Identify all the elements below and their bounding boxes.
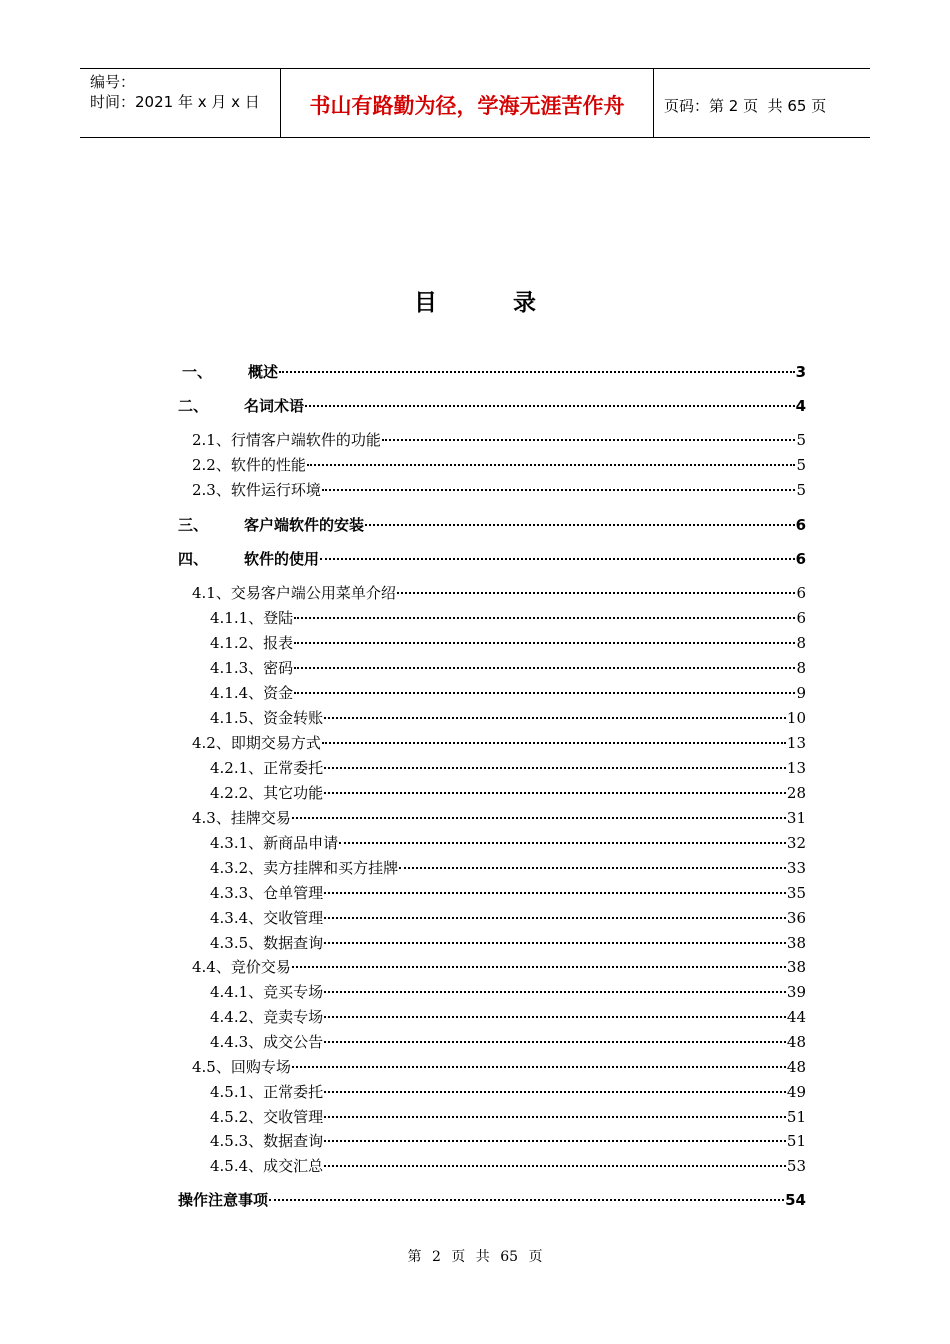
- toc-entry-4-5-1[interactable]: [210, 1081, 806, 1103]
- toc-entry-text: 4.1.3、密码: [210, 659, 294, 677]
- toc-entry-page: 35: [786, 884, 806, 902]
- toc-entry-4-4-2[interactable]: [210, 1006, 806, 1028]
- toc-leader-dots: [294, 667, 795, 669]
- toc-entry-page: 48: [786, 1033, 806, 1051]
- page-header: [80, 68, 870, 138]
- toc-entry-page: 48: [786, 1058, 806, 1076]
- toc-entry-4-1-4[interactable]: [210, 682, 806, 704]
- toc-entry-4-3-2[interactable]: [210, 857, 806, 879]
- toc-leader-dots: [365, 524, 795, 526]
- toc-leader-dots: [397, 592, 796, 594]
- toc-leader-dots: [324, 792, 786, 794]
- toc-entry-text: 操作注意事项: [178, 1191, 269, 1209]
- toc-entry-page: 10: [786, 709, 806, 727]
- toc-entry-page: 54: [785, 1191, 806, 1209]
- toc-entry-page: 49: [786, 1083, 806, 1101]
- toc-title: [0, 284, 950, 317]
- toc-entry-text: 4.4.1、竞买专场: [210, 983, 324, 1001]
- toc-leader-dots: [322, 742, 786, 744]
- toc-entry-page: 5: [796, 431, 806, 449]
- toc-leader-dots: [320, 558, 795, 560]
- toc-entry-text: 2.2、软件的性能: [192, 456, 306, 474]
- toc-entry-text: 4.2.1、正常委托: [210, 759, 324, 777]
- toc-entry-page: 28: [786, 784, 806, 802]
- toc-entry-text: 4.5.4、成交汇总: [210, 1157, 324, 1175]
- toc-entry-install[interactable]: [178, 514, 806, 536]
- toc-leader-dots: [339, 842, 786, 844]
- toc-entry-text: 4.3.3、仓单管理: [210, 884, 324, 902]
- toc-entry-text: 4.3、挂牌交易: [192, 809, 291, 827]
- toc-leader-dots: [324, 1165, 786, 1167]
- toc-leader-dots: [269, 1199, 784, 1201]
- toc-entry-4-3-3[interactable]: [210, 882, 806, 904]
- toc-entry-page: 39: [786, 983, 806, 1001]
- toc-entry-text: 4.2、即期交易方式: [192, 734, 321, 752]
- toc-leader-dots: [324, 1091, 786, 1093]
- toc-entry-overview[interactable]: [182, 361, 806, 383]
- toc-entry-4-4-1[interactable]: [210, 981, 806, 1003]
- toc-entry-text: 4.4.3、成交公告: [210, 1033, 324, 1051]
- toc-entry-4-5-3[interactable]: [210, 1130, 806, 1152]
- toc-entry-4-5-2[interactable]: [210, 1106, 806, 1128]
- toc-entry-page: 51: [786, 1108, 806, 1126]
- toc-entry-page: 38: [786, 958, 806, 976]
- toc-entry-terms[interactable]: [178, 395, 806, 417]
- toc-entry-number: 四、: [178, 550, 209, 568]
- toc-entry-4-3-5[interactable]: [210, 932, 806, 954]
- header-page-info: [654, 69, 870, 137]
- toc-entry-number: 一、: [182, 363, 213, 381]
- toc-entry-4-4-3[interactable]: [210, 1031, 806, 1053]
- toc-entry-text: 名词术语: [244, 397, 305, 415]
- toc-entry-page: 44: [786, 1008, 806, 1026]
- toc-leader-dots: [305, 405, 795, 407]
- toc-leader-dots: [292, 1066, 786, 1068]
- toc-leader-dots: [399, 867, 786, 869]
- toc-entry-usage[interactable]: [178, 548, 806, 570]
- toc-entry-page: 53: [786, 1157, 806, 1175]
- toc-entry-number: 三、: [178, 516, 209, 534]
- toc-leader-dots: [294, 692, 795, 694]
- toc-entry-text: 4.2.2、其它功能: [210, 784, 324, 802]
- toc-entry-text: 4.1、交易客户端公用菜单介绍: [192, 584, 396, 602]
- toc-entry-page: 6: [795, 550, 806, 568]
- toc-entry-text: 2.1、行情客户端软件的功能: [192, 431, 381, 449]
- toc-entry-4-2[interactable]: [192, 732, 806, 754]
- toc-entry-2-1[interactable]: [192, 429, 806, 451]
- toc-entry-page: 4: [795, 397, 806, 415]
- toc-entry-notes[interactable]: [178, 1189, 806, 1211]
- toc-entry-text: 4.3.2、卖方挂牌和买方挂牌: [210, 859, 399, 877]
- toc-entry-page: 5: [796, 481, 806, 499]
- toc-entry-4-5-4[interactable]: [210, 1155, 806, 1177]
- toc-leader-dots: [322, 489, 796, 491]
- header-page-info-text: 页码：第 2 页 共 65 页: [664, 96, 827, 115]
- toc-leader-dots: [324, 1041, 786, 1043]
- toc-leader-dots: [292, 817, 786, 819]
- toc-entry-4-2-1[interactable]: [210, 757, 806, 779]
- toc-entry-4-5[interactable]: [192, 1056, 806, 1078]
- toc-leader-dots: [324, 917, 786, 919]
- toc-entry-4-4[interactable]: [192, 956, 806, 978]
- toc-leader-dots: [324, 717, 786, 719]
- header-meta: [80, 69, 281, 137]
- toc-entry-page: 3: [795, 363, 806, 381]
- toc-leader-dots: [279, 371, 795, 373]
- toc-leader-dots: [382, 439, 796, 441]
- toc-leader-dots: [324, 991, 786, 993]
- toc-entry-text: 4.1.5、资金转账: [210, 709, 324, 727]
- toc-entry-text: 4.1.1、登陆: [210, 609, 294, 627]
- toc-entry-page: 9: [796, 684, 806, 702]
- header-time-label: 时间：2021 年 x 月 x 日: [90, 93, 260, 111]
- toc-entry-4-3-4[interactable]: [210, 907, 806, 929]
- toc-entry-text: 软件的使用: [244, 550, 320, 568]
- toc-entry-text: 4.5.3、数据查询: [210, 1132, 324, 1150]
- toc-entry-4-2-2[interactable]: [210, 782, 806, 804]
- toc-entry-text: 4.1.2、报表: [210, 634, 294, 652]
- toc-entry-text: 4.3.1、新商品申请: [210, 834, 339, 852]
- toc-entry-page: 8: [796, 659, 806, 677]
- toc-entry-text: 4.4.2、竞卖专场: [210, 1008, 324, 1026]
- toc-leader-dots: [324, 767, 786, 769]
- page-footer: 第 2 页 共 65 页: [407, 1249, 543, 1265]
- toc-entry-text: 2.3、软件运行环境: [192, 481, 321, 499]
- toc-entry-4-1[interactable]: [192, 582, 806, 604]
- toc-entry-4-3-1[interactable]: [210, 832, 806, 854]
- toc-leader-dots: [324, 892, 786, 894]
- toc-entry-page: 31: [786, 809, 806, 827]
- toc-title-char: 录: [513, 290, 574, 316]
- toc-entry-text: 4.5.1、正常委托: [210, 1083, 324, 1101]
- toc-entry-text: 概述: [248, 363, 279, 381]
- toc-leader-dots: [294, 617, 795, 619]
- toc-entry-2-3[interactable]: [192, 479, 806, 501]
- toc-entry-page: 51: [786, 1132, 806, 1150]
- toc-entry-text: 4.5.2、交收管理: [210, 1108, 324, 1126]
- toc-title-char: 目: [414, 290, 475, 316]
- toc-entry-text: 客户端软件的安装: [244, 516, 365, 534]
- toc-entry-page: 6: [796, 609, 806, 627]
- toc-entry-page: 38: [786, 934, 806, 952]
- toc-entry-page: 33: [786, 859, 806, 877]
- toc-entry-text: 4.1.4、资金: [210, 684, 294, 702]
- toc-entry-text: 4.3.4、交收管理: [210, 909, 324, 927]
- toc-entry-4-1-1[interactable]: [210, 607, 806, 629]
- toc-entry-page: 6: [796, 584, 806, 602]
- toc-leader-dots: [292, 966, 786, 968]
- toc-entry-text: 4.4、竞价交易: [192, 958, 291, 976]
- toc-entry-4-1-5[interactable]: [210, 707, 806, 729]
- toc-entry-text: 4.3.5、数据查询: [210, 934, 324, 952]
- toc-leader-dots: [307, 464, 796, 466]
- toc-entry-page: 13: [786, 759, 806, 777]
- toc-entry-page: 36: [786, 909, 806, 927]
- toc-entry-page: 13: [786, 734, 806, 752]
- toc-entry-page: 32: [786, 834, 806, 852]
- toc-leader-dots: [324, 1140, 786, 1142]
- header-motto: 书山有路勤为径，学海无涯苦作舟: [281, 69, 654, 137]
- toc-leader-dots: [324, 1016, 786, 1018]
- toc-entry-4-1-3[interactable]: [210, 657, 806, 679]
- toc-leader-dots: [294, 642, 795, 644]
- toc-entry-4-3[interactable]: [192, 807, 806, 829]
- toc-entry-text: 4.5、回购专场: [192, 1058, 291, 1076]
- header-number-label: 编号：: [90, 73, 136, 91]
- toc-entry-4-1-2[interactable]: [210, 632, 806, 654]
- toc-entry-2-2[interactable]: [192, 454, 806, 476]
- toc-entry-page: 8: [796, 634, 806, 652]
- toc-entry-page: 6: [795, 516, 806, 534]
- toc-entry-page: 5: [796, 456, 806, 474]
- toc-leader-dots: [324, 1116, 786, 1118]
- toc-entry-number: 二、: [178, 397, 209, 415]
- toc-leader-dots: [324, 942, 786, 944]
